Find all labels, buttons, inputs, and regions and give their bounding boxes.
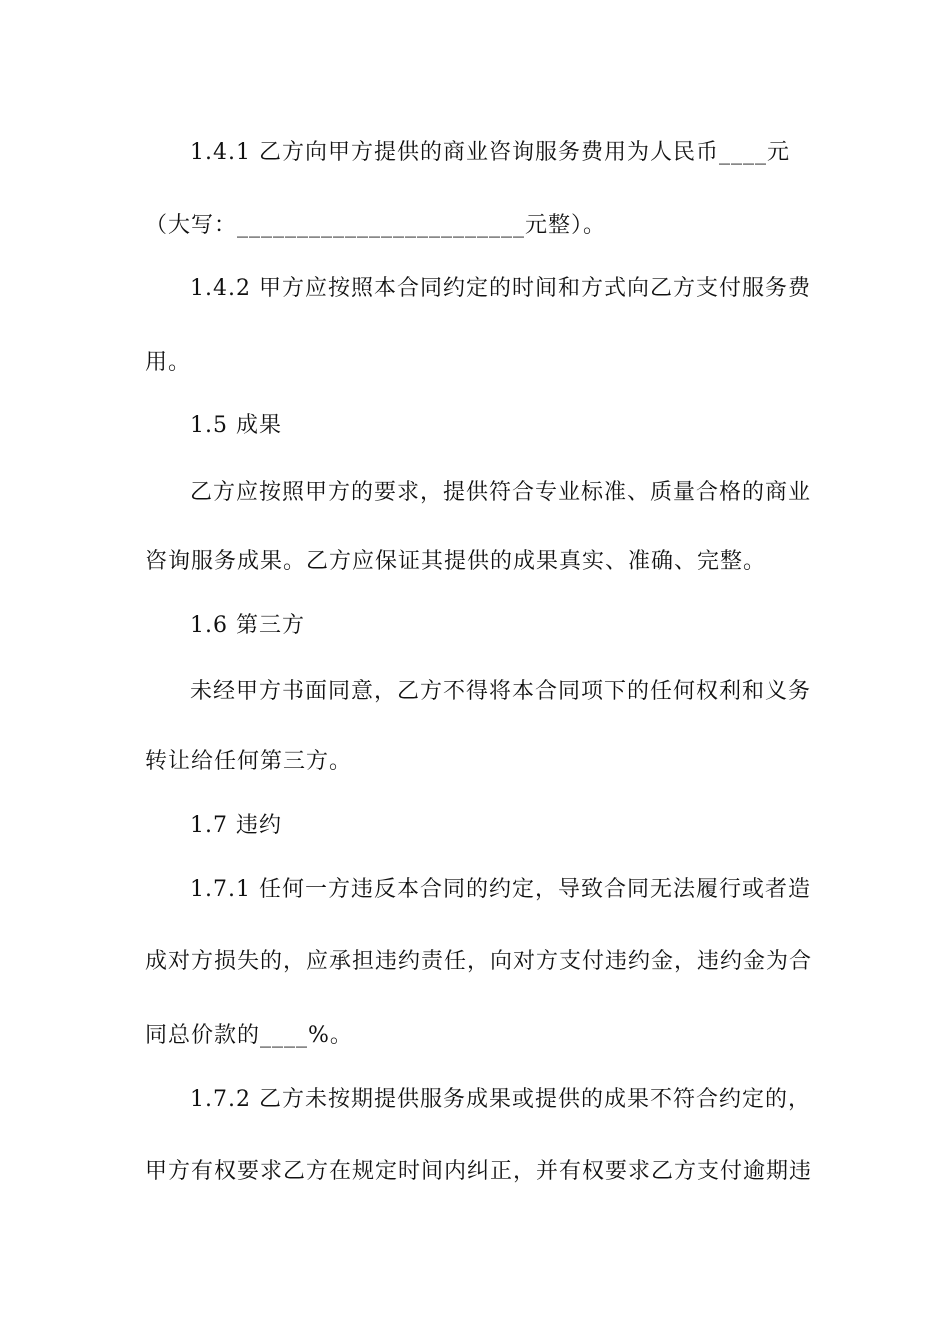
section-1-6-heading: 1.6 第三方 (190, 613, 305, 638)
clause-1-4-2-line-2: 用。 (145, 350, 192, 375)
clause-1-7-2-line-2: 甲方有权要求乙方在规定时间内纠正，并有权要求乙方支付逾期违 (145, 1159, 813, 1184)
clause-1-4-1-line-1: 1.4.1 乙方向甲方提供的商业咨询服务费用为人民币____元 (190, 140, 790, 165)
section-1-6-line-2: 转让给任何第三方。 (145, 749, 353, 774)
section-1-5-heading: 1.5 成果 (190, 413, 282, 438)
clause-1-7-1-line-3: 同总价款的____%。 (145, 1023, 353, 1048)
section-1-7-heading: 1.7 违约 (190, 813, 282, 838)
clause-1-7-2-line-1: 1.7.2 乙方未按期提供服务成果或提供的成果不符合约定的， (190, 1087, 811, 1112)
clause-1-7-1-line-2: 成对方损失的，应承担违约责任，向对方支付违约金，违约金为合 (145, 949, 813, 974)
section-1-6-line-1: 未经甲方书面同意，乙方不得将本合同项下的任何权利和义务 (190, 679, 812, 704)
clause-1-4-2-line-1: 1.4.2 甲方应按照本合同约定的时间和方式向乙方支付服务费 (190, 276, 811, 301)
clause-1-7-1-line-1: 1.7.1 任何一方违反本合同的约定，导致合同无法履行或者造 (190, 877, 811, 902)
clause-1-4-1-line-2: （大写：________________________元整）。 (145, 213, 607, 238)
section-1-5-line-1: 乙方应按照甲方的要求，提供符合专业标准、质量合格的商业 (190, 480, 812, 505)
section-1-5-line-2: 咨询服务成果。乙方应保证其提供的成果真实、准确、完整。 (145, 549, 767, 574)
